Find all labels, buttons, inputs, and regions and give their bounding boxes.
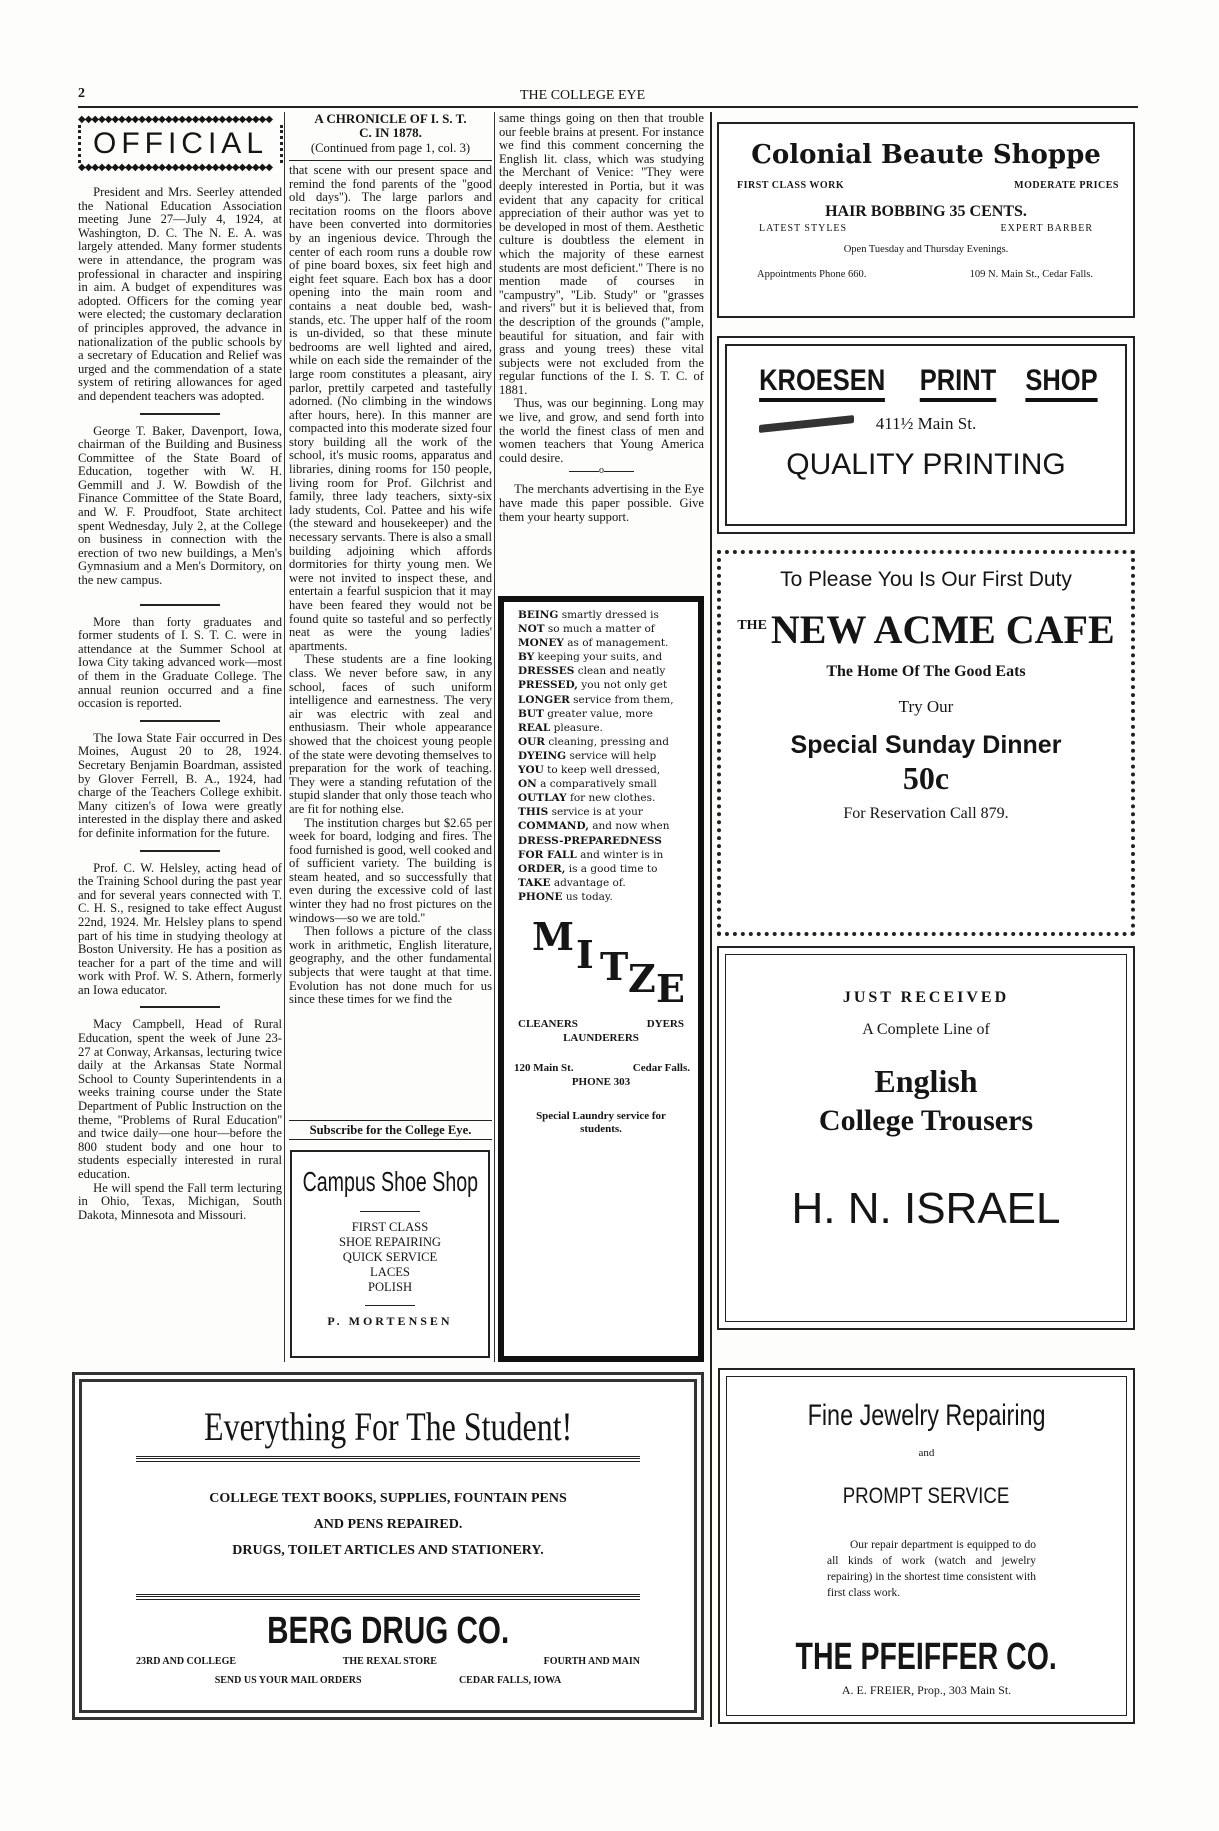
- masthead-title: THE COLLEGE EYE: [520, 88, 646, 103]
- berg-line: DRUGS, TOILET ARTICLES AND STATIONERY.: [232, 1543, 544, 1558]
- mitze-special: Special Laundry service for students.: [536, 1109, 666, 1135]
- israel-trousers: College Trousers: [818, 1104, 1034, 1137]
- divider: [140, 604, 220, 606]
- mitze-copy-line: PHONE us today.: [518, 890, 613, 903]
- mitze-address: 120 Main St. Cedar Falls.: [514, 1061, 690, 1074]
- article-paragraph: The Iowa State Fair occurred in Des Moines, August 20 to 28, 1924. Secretary Benjamin Boardman, assisted by Glover Ferrell, B. A., 1924, had charge of the Teachers College exhibit. Many citizen's of Iowa were greatly interested in the display there and asked for definite information for the future.: [78, 730, 282, 840]
- logo-letter: E: [656, 965, 685, 1011]
- mitze-copy-line: FOR FALL and winter is in: [518, 848, 664, 861]
- mitze-copy-line: BUT greater value, more: [518, 707, 653, 720]
- acme-sub: The Home Of The Good Eats: [826, 663, 1026, 680]
- article-paragraph: These students are a fine looking class. We never before saw, in any school, faces of such uniform intelligence and earnestness. The very air was electric with zeal and enthusiasm. Their whole appearance showed that the choicest young people of the state were devoting themselves to preparation for the work of teaching. They were a standing refutation of the stupid slander that only those teach who are fit for nothing else.: [289, 652, 492, 816]
- kroesen-ad: [717, 336, 1135, 534]
- pfeiffer-body: Our repair department is equipped to do all kinds of work (watch and jewelry repairing) in the shortest time consistent with first class work.: [827, 1539, 1036, 1599]
- pfeiffer-and: and: [918, 1447, 935, 1459]
- ornament-border: ◆◆◆◆◆◆◆◆◆◆◆◆◆◆◆◆◆◆◆◆◆◆◆◆◆◆◆◆◆: [78, 115, 273, 125]
- mitze-copy-line: TAKE advantage of.: [518, 876, 626, 889]
- article-paragraph: The merchants advertising in the Eye have made this paper possible. Give them your hearty support.: [499, 482, 704, 524]
- chronicle-column: [289, 112, 492, 1122]
- berg-locations: 23RD AND COLLEGE THE REXAL STORE FOURTH AND MAIN: [136, 1656, 640, 1667]
- mitze-copy-line: ON a comparatively small: [518, 778, 657, 791]
- berg-name: BERG DRUG CO.: [266, 1610, 510, 1652]
- berg-mail: SEND US YOUR MAIL ORDERS CEDAR FALLS, IOWA: [214, 1675, 562, 1686]
- divider: [140, 413, 220, 415]
- campus-shoe-name: Campus Shoe Shop: [302, 1166, 478, 1197]
- kroesen-address-row: 411½ Main St.: [727, 414, 1125, 434]
- colonial-row: Appointments Phone 660. 109 N. Main St., Cedar Falls.: [757, 269, 1093, 280]
- article-paragraph: More than forty graduates and former students of I. S. T. C. were in attendance at the Summer School at Iowa City taking advanced work—most of them in the Graduate College. The annual reunion occurred and a fine occasion is reported.: [78, 614, 282, 711]
- acme-special: Special Sunday Dinner: [790, 731, 1062, 759]
- mitze-phone: PHONE 303: [571, 1075, 631, 1088]
- mitze-copy-line: OUR cleaning, pressing and: [518, 735, 670, 748]
- mitze-copy-line: BEING smartly dressed is: [518, 609, 659, 621]
- acme-try: Try Our: [898, 697, 954, 716]
- kroesen-name: KROESEN PRINT SHOP: [727, 364, 1125, 402]
- israel-ad: [717, 946, 1135, 1330]
- subscribe-notice: [289, 1120, 492, 1140]
- mitze-copy-line: OUTLAY for new clothes.: [518, 792, 656, 805]
- pfeiffer-headline: Fine Jewelry Repairing: [807, 1399, 1046, 1432]
- colonial-ad: [717, 122, 1135, 318]
- berg-ad: [72, 1372, 704, 1720]
- pfeiffer-prompt: PROMPT SERVICE: [843, 1483, 1010, 1508]
- campus-shoe-owner: P. MORTENSEN: [327, 1314, 453, 1328]
- page-number: 2: [78, 86, 85, 101]
- divider: [140, 850, 220, 852]
- article-paragraph: Thus, was our beginning. Long may we live, and grow, and send forth into the world the finest class of men and women teachers that Young America could desire.: [499, 396, 704, 465]
- mitze-ad: [498, 596, 704, 1362]
- article-paragraph: Prof. C. W. Helsley, acting head of the Training School during the past year and for several years connected with T. C. H. S., resigned to take effect August 22nd, 1924. Mr. Helsley plans to spend part of his time in studying theology at Boston University. He has a position as teacher for a part of the time and will work with Prof. W. S. Athern, formerly an Iowa educator.: [78, 860, 282, 997]
- mitze-copy-line: BY keeping your suits, and: [518, 651, 663, 664]
- israel-inner: [725, 954, 1127, 1322]
- mitze-copy: [504, 602, 698, 904]
- divider: [140, 1006, 220, 1008]
- colonial-hours: Open Tuesday and Thursday Evenings.: [843, 244, 1009, 255]
- official-heading: OFFICIAL: [78, 125, 283, 163]
- mitze-copy-line: MONEY as of management.: [518, 637, 669, 650]
- article-paragraph: Then follows a picture of the class work in arithmetic, English literature, geography, and the other fundamental subjects that were taught at that time. Evolution has not done much for us since these times for we find the: [289, 924, 492, 1007]
- mitze-copy-line: ORDER, is a good time to: [518, 862, 658, 875]
- berg-line: COLLEGE TEXT BOOKS, SUPPLIES, FOUNTAIN PENS: [209, 1491, 567, 1506]
- mitze-copy-line: YOU to keep well dressed,: [518, 764, 661, 777]
- israel-english: English: [874, 1063, 978, 1099]
- official-column: [78, 186, 282, 1336]
- article-paragraph: Macy Campbell, Head of Rural Education, spent the week of June 23-27 at Conway, Arkansas, lecturing twice daily at the Arkansas State Normal School to County Superintendents in a weeks training course under the State Department of Public Instruction on the theme, ''Problems of Rural Education'' and twice daily—one hour—before the 800 student body and one hour to students especially interested in rural education.: [78, 1017, 282, 1181]
- logo-letter: M: [532, 913, 575, 959]
- column-rule: [710, 112, 712, 1727]
- pfeiffer-prop: A. E. FREIER, Prop., 303 Main St.: [841, 1683, 1012, 1697]
- divider: [136, 1456, 640, 1462]
- acme-top: To Please You Is Our First Duty: [780, 568, 1072, 591]
- logo-letter: I: [576, 931, 594, 977]
- berg-line: AND PENS REPAIRED.: [313, 1517, 463, 1532]
- israel-top: JUST RECEIVED: [842, 989, 1010, 1006]
- article-paragraph: President and Mrs. Seerley attended the National Education Association meeting June 27—July 4, 1924, at Washington, D. C. The N. E. A. was largely attended. Many former students were in attendance, the program was professional in character and inspiring in aim. A budget of expenditures was adopted. Officers for the coming year were elected; the customary declaration of principles approved, the advance in nationalization of the public schools by a secretary of Education and Relief was urged and the commendation of a state system of retiring allowances for aged and dependent teachers was adopted.: [78, 186, 282, 403]
- separator: o: [499, 465, 704, 477]
- mitze-services: CLEANERS DYERS: [518, 1017, 684, 1030]
- berg-headline: Everything For The Student!: [203, 1404, 573, 1449]
- campus-shoe-ad: [290, 1150, 490, 1358]
- kroesen-inner: [725, 344, 1127, 526]
- column-rule: [494, 112, 495, 1362]
- campus-shoe-line: QUICK SERVICE: [342, 1250, 438, 1264]
- chronicle-title: A CHRONICLE OF I. S. T. C. IN 1878.: [314, 112, 467, 140]
- pfeiffer-ad: [718, 1368, 1135, 1724]
- mitze-copy-line: COMMAND, and now when: [518, 820, 670, 833]
- chronicle-subtitle: (Continued from page 1, col. 3): [310, 141, 471, 155]
- acme-ad: [717, 550, 1135, 936]
- divider: [289, 160, 492, 161]
- colonial-headline: HAIR BOBBING 35 CENTS.: [825, 203, 1027, 220]
- logo-letter: T: [600, 943, 629, 989]
- acme-price: 50c: [902, 760, 950, 796]
- divider: [140, 720, 220, 722]
- article-paragraph: George T. Baker, Davenport, Iowa, chairman of the Building and Business Committee of the State Board of Education, together with W. H. Gemmill and J. W. Bowdish of the Finance Committee of the State Board, and W. F. Proudfoot, State architect spent Wednesday, July 2, at the College on business in connection with the erection of two new buildings, a Men's Gymnasium and a Men's Dormitory, on the new campus.: [78, 423, 282, 588]
- chronicle-continued-column: [499, 112, 704, 587]
- israel-name: H. N. ISRAEL: [791, 1184, 1061, 1233]
- pfeiffer-inner: [726, 1376, 1127, 1716]
- mitze-copy-line: THIS service is at your: [518, 806, 643, 819]
- mitze-copy-line: DYEING service will help: [518, 749, 657, 762]
- mitze-copy-line: DRESS-PREPAREDNESS: [518, 834, 662, 847]
- printing-press-icon: [759, 415, 854, 433]
- header-rule: [78, 106, 1138, 108]
- divider: [136, 1594, 640, 1600]
- campus-shoe-line: FIRST CLASS: [351, 1220, 429, 1234]
- mitze-copy-line: NOT so much a matter of: [518, 623, 655, 636]
- column-rule: [284, 112, 285, 1362]
- article-paragraph: The institution charges but $2.65 per week for board, lodging and fires. The food furnished is good, well cooked and of sufficient variety. The building is steam heated, and so successfully that even during the excessive cold of last winter they had no frost pictures on the windows—so we are told.'': [289, 815, 492, 925]
- logo-letter: Z: [628, 955, 656, 1001]
- mitze-copy-line: LONGER service from them,: [518, 693, 674, 706]
- campus-shoe-line: LACES: [370, 1265, 410, 1279]
- colonial-row: FIRST CLASS WORK MODERATE PRICES: [737, 180, 1119, 191]
- mitze-copy-line: DRESSES clean and neatly: [518, 665, 666, 678]
- israel-line: A Complete Line of: [862, 1021, 990, 1038]
- mitze-copy-line: PRESSED, you not only get: [518, 679, 668, 692]
- colonial-row: LATEST STYLES EXPERT BARBER: [759, 223, 1093, 234]
- subscribe-text: Subscribe for the College Eye.: [309, 1123, 472, 1137]
- kroesen-tagline: QUALITY PRINTING: [786, 448, 1066, 481]
- mitze-copy-line: REAL pleasure.: [518, 721, 603, 734]
- colonial-name: Colonial Beaute Shoppe: [751, 140, 1101, 170]
- article-paragraph: that scene with our present space and remind the fond parents of the ''good old days''). The large parlors and recitation rooms on the floors above have been converted into dormitories by an ingenious device. Through the center of each room runs a double row of pine board boxes, six feet high and eight feet square. Each box has a door opening into the main room and contains a neat double bed, wash-stands, etc. The upper half of the room is un-divided, so that these minute bedrooms are well lighted and aired, while on each side the remainder of the large room constitutes a pleasant, airy parlor, prettily carpeted and tastefully adorned. (No climbing in the windows after hours, here). In this manner are compacted into this moderate sized four story building all the work of the school, it's music rooms, apparatus and libraries, dining rooms for 150 people, living room for Prof. Gilchrist and family, three lady teachers, sixty-six lady students, Col. Pattee and his wife (the steward and housekeeper) and the necessary servants. There is also a small building adjoining which affords dormitories for thirty young men. We were not invited to inspect these, and entertain a fearful suspicion that it may have been feared they would not be found quite so tasteful and so perfectly neat as were the young ladies' apartments.: [289, 163, 492, 653]
- article-paragraph: He will spend the Fall term lecturing in Ohio, Texas, Michigan, South Dakota, Minnesota and Missouri.: [78, 1180, 282, 1222]
- official-heading-box: [78, 115, 283, 173]
- acme-name-row: THE NEW ACME CAFE: [737, 607, 1115, 652]
- campus-shoe-line: POLISH: [367, 1280, 413, 1294]
- article-paragraph: same things going on then that trouble our feeble brains at present. For instance we find this comment concerning the English lit. class, which was studying the Merchant of Venice: ''They were deeply interested in Portia, but it was evident that any capacity for critical appreciation of their author was yet to be developed in most of them. Aesthetic culture is doubtless the element in which the majority of these earnest students are most deficient.'' There is no mention made of courses in ''campustry'', ''Lib. Study'' or ''grasses and rivers'' but it is believed that, from the description of the grounds (''ample, beautiful for situation, and fair with grass and young trees) these vital subjects were not excluded from the regular functions of the I. S. T. C. of 1881.: [499, 112, 704, 397]
- mitze-logo: [504, 913, 698, 1011]
- acme-reserve: For Reservation Call 879.: [843, 805, 1009, 822]
- divider: [365, 1305, 415, 1306]
- ornament-border: ◆◆◆◆◆◆◆◆◆◆◆◆◆◆◆◆◆◆◆◆◆◆◆◆◆◆◆◆◆: [78, 163, 273, 173]
- campus-shoe-line: SHOE REPAIRING: [338, 1235, 442, 1249]
- divider: [360, 1211, 420, 1212]
- pfeiffer-name: THE PFEIFFER CO.: [795, 1636, 1058, 1678]
- mitze-launderers: LAUNDERERS: [563, 1031, 639, 1044]
